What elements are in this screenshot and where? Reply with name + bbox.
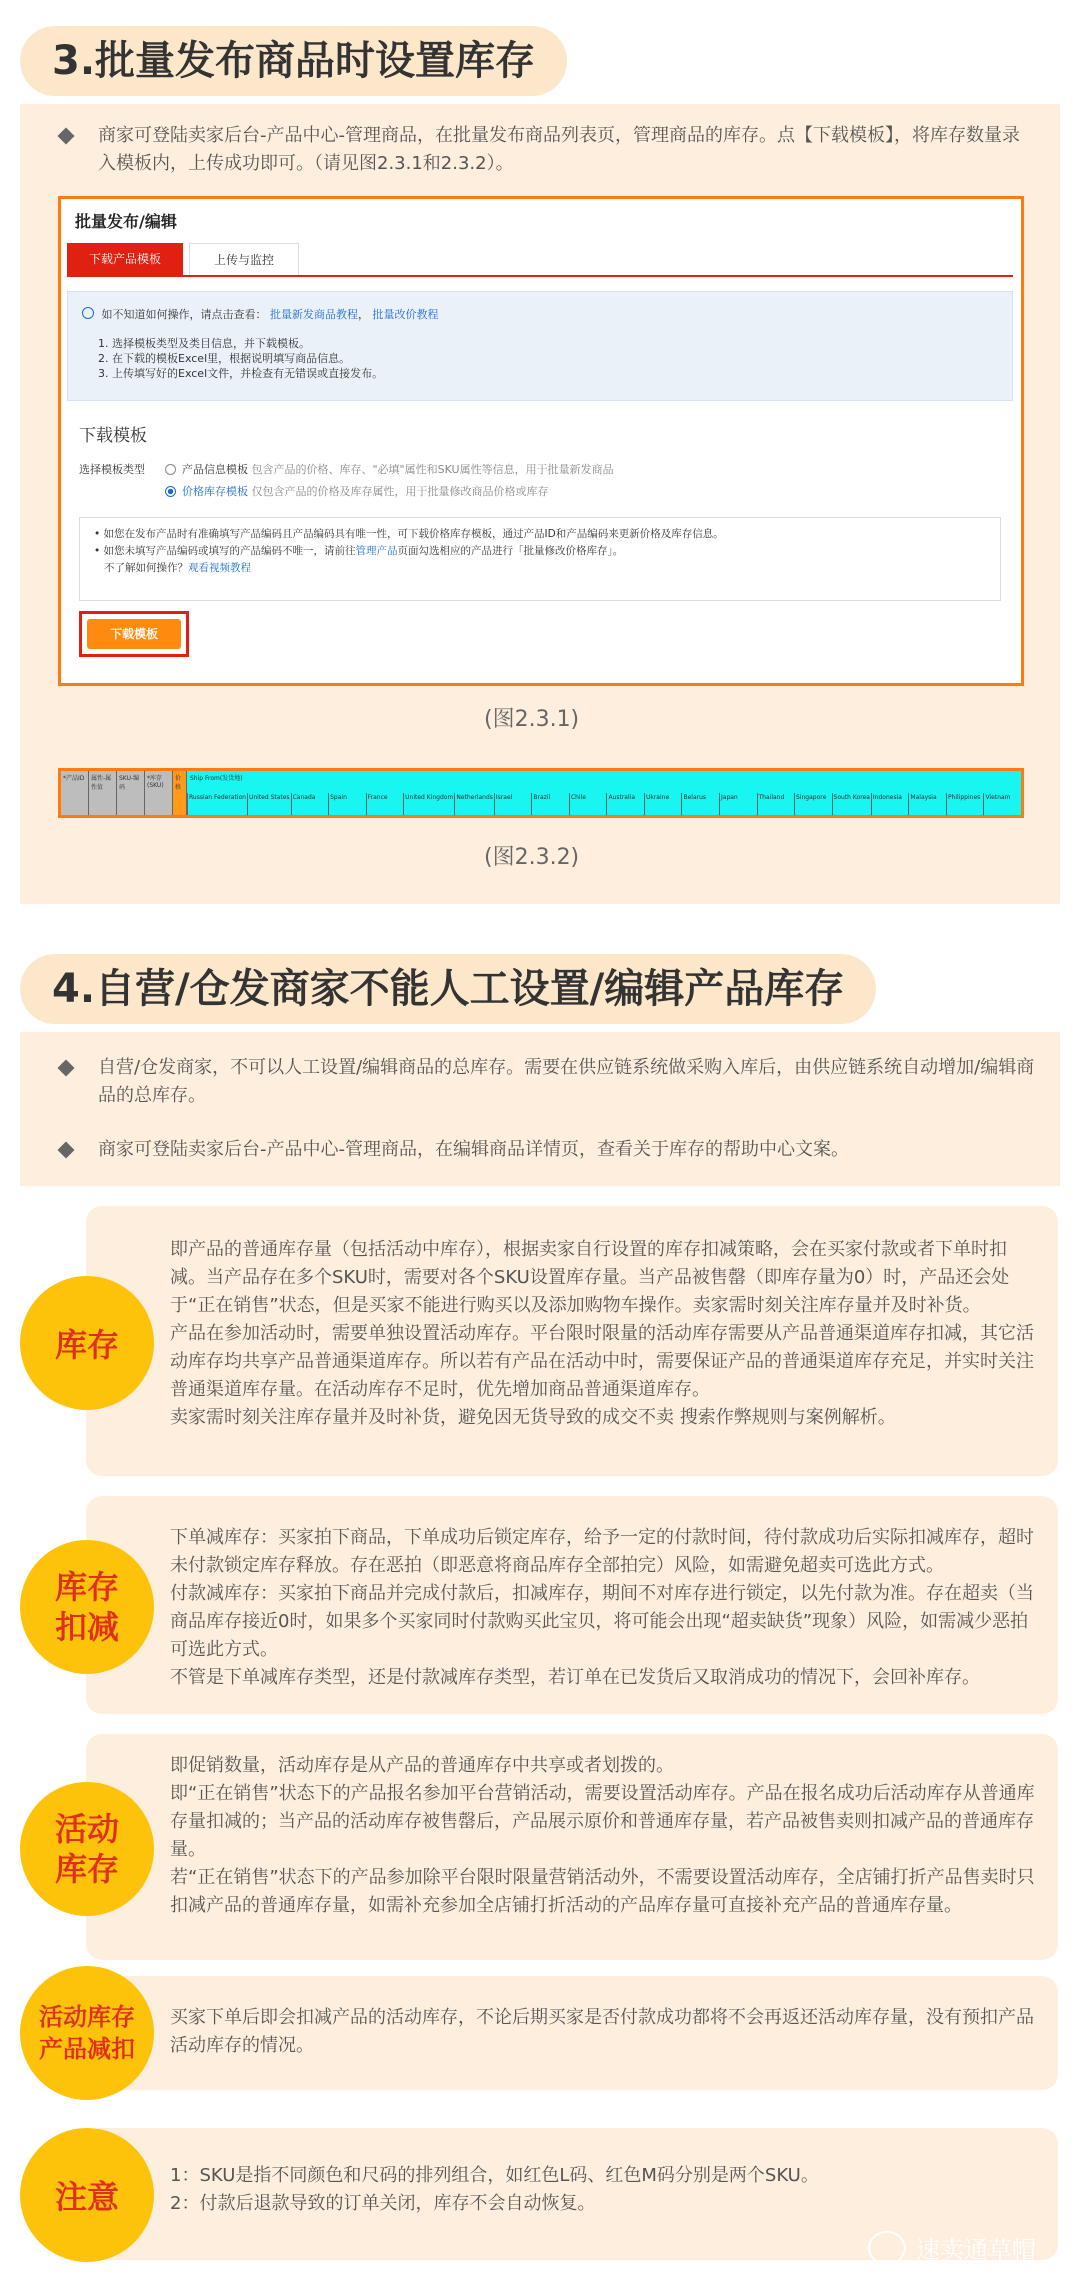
link-manage-products[interactable]: 管理产品	[355, 545, 398, 557]
watermark	[868, 2230, 1036, 2265]
diamond-bullet-icon	[58, 1142, 75, 1159]
badge-activity-inventory: 活动库存	[20, 1782, 154, 1916]
country-row	[187, 793, 1021, 815]
option1-desc: 包含产品的价格、库存、"必填"属性和SKU属性等信息，用于批量新发商品	[251, 463, 614, 476]
sheet-header-cell: SKU-编码	[117, 771, 145, 815]
help-step: 1. 选择模板类型及类目信息，并下载模板。	[98, 337, 310, 350]
note-box	[79, 517, 1001, 601]
sheet-country-cell: United Kingdom	[403, 793, 454, 815]
section4-bullet-1	[56, 1054, 1036, 1110]
sheet-country-cell: Japan	[719, 793, 757, 815]
info-icon	[82, 307, 94, 319]
sheet-country-cell: Russian Federation	[187, 793, 247, 815]
link-batch-publish-tutorial[interactable]: 批量新发商品教程	[270, 308, 358, 321]
radio-icon[interactable]	[165, 464, 176, 475]
sheet-country-cell: Israel	[494, 793, 532, 815]
section4-bullet-2	[56, 1136, 1036, 1164]
sheet-country-cell: United States	[247, 793, 291, 815]
tab-upload-monitor[interactable]: 上传与监控	[189, 243, 299, 275]
sheet-country-cell: Netherlands	[454, 793, 494, 815]
option1-name: 产品信息模板	[182, 463, 248, 476]
sheet-ship-from-group	[187, 771, 1021, 815]
option2-name: 价格库存模板	[182, 485, 248, 498]
template-type-label: 选择模板类型	[79, 463, 145, 476]
badge-inventory: 库存	[20, 1276, 154, 1410]
section4-bullet-1-text: 自营/仓发商家，不可以人工设置/编辑商品的总库存。需要在供应链系统做采购入库后，由供应链系统自动增加/编辑商品的总库存。	[98, 1057, 1035, 1106]
help-question-text: 如不知道如何操作，请点击查看：	[101, 308, 267, 321]
option2-desc: 仅包含产品的价格及库存属性，用于批量修改商品价格或库存	[251, 485, 549, 498]
sheet-country-cell: Belarus	[681, 793, 719, 815]
sheet-header-cell: *产品ID	[61, 771, 89, 815]
section4-bullet-2-text: 商家可登陆卖家后台-产品中心-管理商品，在编辑商品详情页，查看关于库存的帮助中心文案。	[98, 1139, 849, 1160]
sheet-country-cell: Malaysia	[908, 793, 946, 815]
sheet-country-cell: Thailand	[757, 793, 795, 815]
sheet-country-cell: Singapore	[794, 793, 832, 815]
sheet-country-cell: France	[366, 793, 404, 815]
help-step: 2. 在下载的模板Excel里，根据说明填写商品信息。	[98, 352, 351, 365]
figure-caption-1: (图2.3.1)	[484, 707, 580, 732]
note-line: 不了解如何操作？观看视频教程	[104, 562, 251, 574]
download-template-heading: 下载模板	[79, 426, 147, 446]
option-product-info-template[interactable]	[165, 461, 614, 477]
section3-bullet	[56, 122, 1036, 178]
card-activity-inventory-text: 即促销数量，活动库存是从产品的普通库存中共享或者划拨的。 即“正在销售”状态下的产品报名参加平台营销活动，需要设置活动库存。产品在报名成功后活动库存从普通库存量扣减的；当产品的活动库存被售罄后，产品展示原价和普通库存量，若产品被售卖则扣减产品的普通库存量。 若“正在销售”状态下的产品参加除平台限时限量营销活动外，不需要设置活动库存，全店铺打折产品售卖时只扣减产品的普通库存量，如需补充参加全店铺打折活动的产品库存量可直接补充产品的普通库存量。	[170, 1755, 1035, 1916]
batch-publish-title: 批量发布/编辑	[75, 212, 177, 231]
sheet-country-cell: Canada	[291, 793, 329, 815]
tab-download-template[interactable]: 下载产品模板	[67, 243, 183, 275]
wechat-icon	[868, 2231, 906, 2265]
link-batch-price-tutorial[interactable]: 批量改价教程	[372, 308, 439, 321]
note-line: • 如您在发布产品时有准确填写产品编码且产品编码具有唯一性，可下载价格库存模板，通过产品ID和产品编码来更新价格及库存信息。	[94, 528, 724, 540]
figure-caption-2: (图2.3.2)	[484, 845, 580, 870]
section3-title: 3.批量发布商品时设置库存	[20, 26, 567, 96]
sheet-country-cell: Vietnam	[983, 793, 1021, 815]
radio-selected-icon[interactable]	[165, 486, 176, 497]
help-step: 3. 上传填写好的Excel文件，并检查有无错误或直接发布。	[98, 367, 384, 380]
diamond-bullet-icon	[58, 128, 75, 145]
sheet-header-cell: *库存(SKU)	[145, 771, 173, 815]
card-activity-deduction-text: 买家下单后即会扣减产品的活动库存，不论后期买家是否付款成功都将不会再返还活动库存量，没有预扣产品活动库存的情况。	[170, 2007, 1034, 2056]
watermark-text: 速卖通草帽	[916, 2236, 1036, 2264]
batch-publish-screenshot	[58, 196, 1024, 686]
tab-bar	[67, 243, 1013, 277]
badge-note: 注意	[20, 2128, 154, 2262]
sheet-country-cell: South Korea	[832, 793, 871, 815]
sheet-country-cell: Philippines	[946, 793, 984, 815]
sheet-price-cell: 价格	[173, 771, 187, 815]
badge-inventory-deduction: 库存扣减	[20, 1540, 154, 1674]
section3-bullet-text: 商家可登陆卖家后台-产品中心-管理商品，在批量发布商品列表页，管理商品的库存。点【下载模板】，将库存数量录入模板内，上传成功即可。（请见图2.3.1和2.3.2）。	[98, 125, 1020, 174]
sheet-country-cell: Australia	[606, 793, 644, 815]
download-template-button[interactable]: 下载模板	[87, 619, 181, 649]
sheet-country-cell: Indonesia	[871, 793, 909, 815]
sheet-country-cell: Brazil	[531, 793, 569, 815]
diamond-bullet-icon	[58, 1060, 75, 1077]
card-note-text: 1：SKU是指不同颜色和尺码的排列组合，如红色L码、红色M码分别是两个SKU。 2：付款后退款导致的订单关闭，库存不会自动恢复。	[170, 2165, 819, 2214]
help-steps	[98, 336, 383, 381]
badge-activity-deduction: 活动库存产品减扣	[20, 1966, 154, 2100]
sheet-country-cell: Chile	[569, 793, 607, 815]
option-price-stock-template[interactable]	[165, 483, 549, 499]
help-box	[67, 291, 1013, 401]
sheet-header-cell: 属性-属性值	[89, 771, 117, 815]
help-question: 如不知道如何操作，请点击查看： 批量新发商品教程， 批量改价教程	[82, 306, 439, 322]
card-inventory-deduction-text: 下单减库存：买家拍下商品，下单成功后锁定库存，给予一定的付款时间，待付款成功后实际扣减库存，超时未付款锁定库存释放。存在恶拍（即恶意将商品库存全部拍完）风险，如需避免超卖可选此方式。 付款减库存：买家拍下商品并完成付款后，扣减库存，期间不对库存进行锁定，以先付款为准。存在超卖（当商品库存接近0时，如果多个买家同时付款购买此宝贝，将可能会出现“超卖缺货”现象）风险，如需减少恶拍可选此方式。 不管是下单减库存类型，还是付款减库存类型，若订单在已发货后又取消成功的情况下，会回补库存。	[170, 1527, 1034, 1688]
link-video-tutorial[interactable]: 观看视频教程	[188, 562, 251, 574]
sheet-country-cell: Spain	[328, 793, 366, 815]
section4-title: 4.自营/仓发商家不能人工设置/编辑产品库存	[20, 954, 876, 1024]
excel-template-screenshot	[58, 768, 1024, 818]
sheet-country-cell: Ukraine	[644, 793, 682, 815]
note-line: • 如您未填写产品编码或填写的产品编码不唯一，请前往管理产品页面勾选相应的产品进行「批量修改价格库存」。	[94, 545, 624, 557]
ship-from-label: Ship From(发货地)	[190, 775, 243, 782]
card-inventory-text: 即产品的普通库存量（包括活动中库存），根据卖家自行设置的库存扣减策略，会在买家付款或者下单时扣减。当产品存在多个SKU时，需要对各个SKU设置库存量。当产品被售罄（即库存量为0）时，产品还会处于“正在销售”状态，但是买家不能进行购买以及添加购物车操作。卖家需时刻关注库存量并及时补货。 产品在参加活动时，需要单独设置活动库存。平台限时限量的活动库存需要从产品普通渠道库存扣减，其它活动库存均共享产品普通渠道库存。所以若有产品在活动中时，需要保证产品的普通渠道库存充足，并实时关注普通渠道库存量。在活动库存不足时，优先增加商品普通渠道库存。 卖家需时刻关注库存量并及时补货，避免因无货导致的成交不卖 搜索作弊规则与案例解析。	[170, 1239, 1034, 1428]
download-button-highlight	[79, 611, 189, 657]
